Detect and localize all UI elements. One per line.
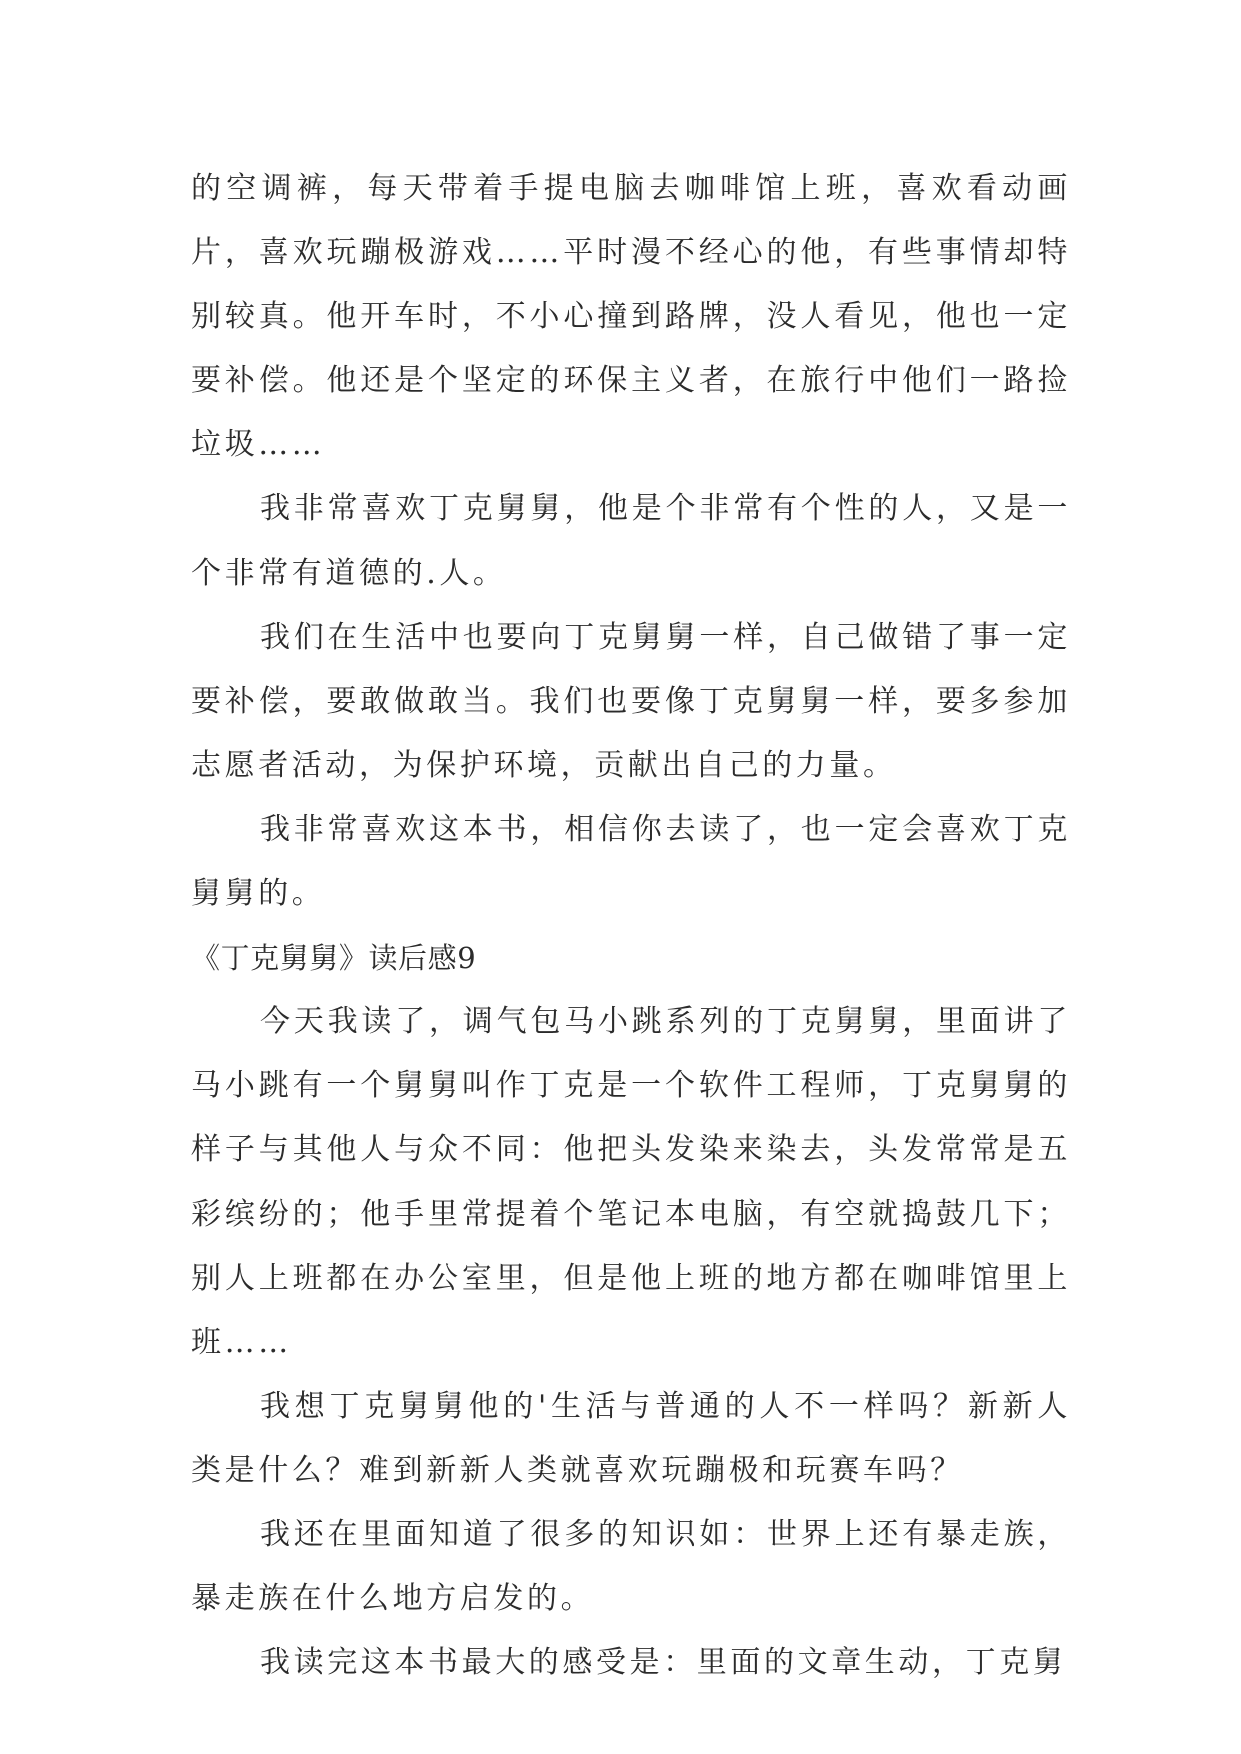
section-heading: 《丁克舅舅》读后感9: [191, 941, 477, 976]
body-paragraph: 我读完这本书最大的感受是：里面的文章生动，丁克舅: [260, 1645, 1067, 1681]
document-body: [191, 157, 1071, 1695]
body-paragraph: 我们在生活中也要向丁克舅舅一样，自己做错了事一定要补偿，要敢做敢当。我们也要像丁克舅舅一样，要多参加志愿者活动，为保护环境，贡献出自己的力量。: [191, 619, 1071, 783]
body-paragraph: 今天我读了，调气包马小跳系列的丁克舅舅，里面讲了马小跳有一个舅舅叫作丁克是一个软件工程师，丁克舅舅的样子与其他人与众不同：他把头发染来染去，头发常常是五彩缤纷的；他手里常提着个笔记本电脑，有空就捣鼓几下；别人上班都在办公室里，但是他上班的地方都在咖啡馆里上班……: [191, 1004, 1071, 1360]
body-paragraph: 我还在里面知道了很多的知识如：世界上还有暴走族，暴走族在什么地方启发的。: [191, 1516, 1071, 1617]
body-paragraph: 我非常喜欢丁克舅舅，他是个非常有个性的人，又是一个非常有道德的.人。: [191, 491, 1071, 591]
body-paragraph: 我非常喜欢这本书，相信你去读了，也一定会喜欢丁克舅舅的。: [191, 811, 1071, 912]
body-paragraph-continued: 的空调裤，每天带着手提电脑去咖啡馆上班，喜欢看动画片，喜欢玩蹦极游戏……平时漫不经心的他，有些事情却特别较真。他开车时，不小心撞到路牌，没人看见，他也一定要补偿。他还是个坚定的环保主义者，在旅行中他们一路捡垃圾……: [191, 171, 1071, 463]
body-paragraph: 我想丁克舅舅他的'生活与普通的人不一样吗？新新人类是什么？难到新新人类就喜欢玩蹦极和玩赛车吗？: [191, 1388, 1071, 1488]
